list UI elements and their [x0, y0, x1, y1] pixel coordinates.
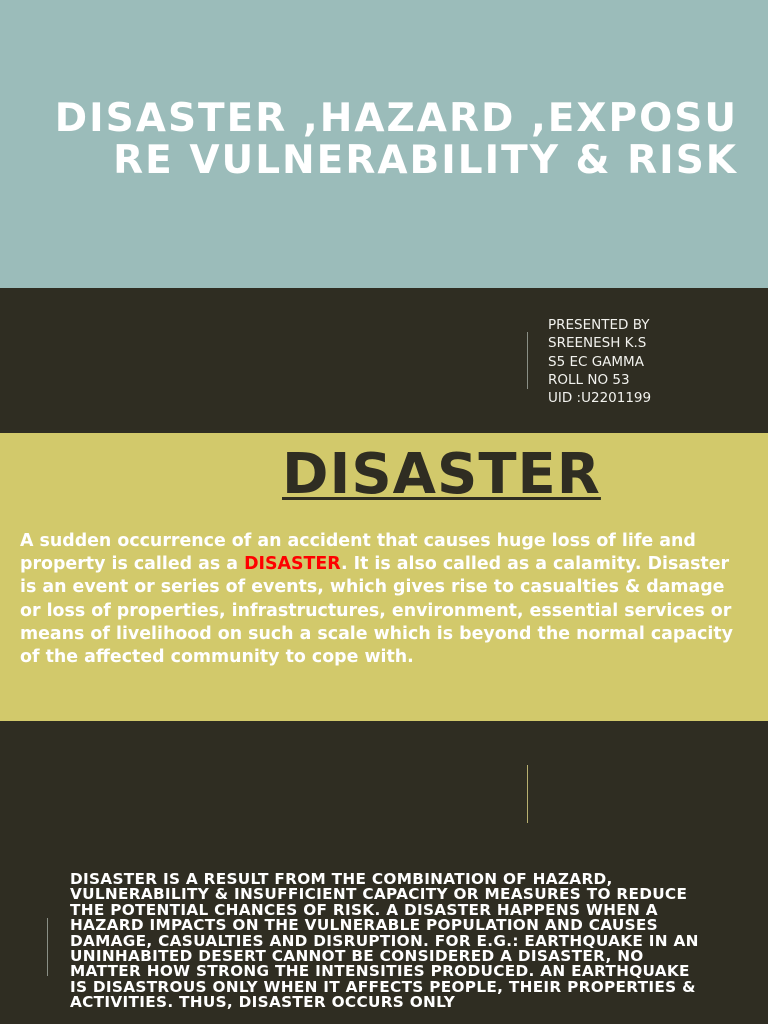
presenter-line: SREENESH K.S	[548, 335, 647, 352]
slide-title	[40, 98, 738, 182]
presenter-line: PRESENTED BY	[548, 317, 650, 333]
presenter-divider	[527, 332, 528, 389]
slide3-top-divider	[527, 765, 528, 823]
presenter-line: ROLL NO 53	[548, 371, 630, 388]
definition-highlight: DISASTER	[244, 554, 341, 575]
slide-title-line-2: RE VULNERABILITY & RISK	[113, 138, 738, 183]
title-slide-footer	[0, 288, 768, 433]
disaster-heading: DISASTER	[282, 442, 601, 507]
disaster-explanation-text: DISASTER IS A RESULT FROM THE COMBINATION OF HAZARD, VULNERABILITY & INSUFFICIENT CAPACITY OR MEASURES TO REDUCE THE POTENTIAL CHANCES OF RISK. A DISASTER HAPPENS WHEN A HAZARD IMPACTS ON THE VULNERABLE POPULATION AND CAUSES DAMAGE, CASUALTIES AND DISRUPTION. FOR E.G.: EARTHQUAKE IN AN UNINHABITED DESERT CANNOT BE CONSIDERED A DISASTER, NO MATTER HOW STRONG THE INTENSITIES PRODUCED. AN EARTHQUAKE IS DISASTROUS ONLY WHEN IT AFFECTS PEOPLE, THEIR PROPERTIES & ACTIVITIES. THUS, DISASTER OCCURS ONLY	[70, 870, 699, 1012]
presenter-info	[548, 316, 651, 407]
slide3-left-divider	[47, 918, 48, 976]
disaster-definition	[20, 530, 750, 669]
presenter-line: UID :U2201199	[548, 390, 652, 407]
definition-text-start: A sudden occurrence of an accident that causes huge loss of life and property is called as a	[20, 531, 696, 575]
slide-title-line-1: DISASTER ,HAZARD ,EXPOSU	[54, 96, 738, 141]
presenter-line: S5 EC GAMMA	[548, 353, 644, 370]
definition-text-end: . It is also called as a calamity. Disaster is an event or series of events, which gives rise to casualties & damage or loss of properties, infrastructures, environment, essential services or means of livelihood on such a scale which is beyond the normal capacity of the affected community to cope with.	[20, 554, 734, 668]
